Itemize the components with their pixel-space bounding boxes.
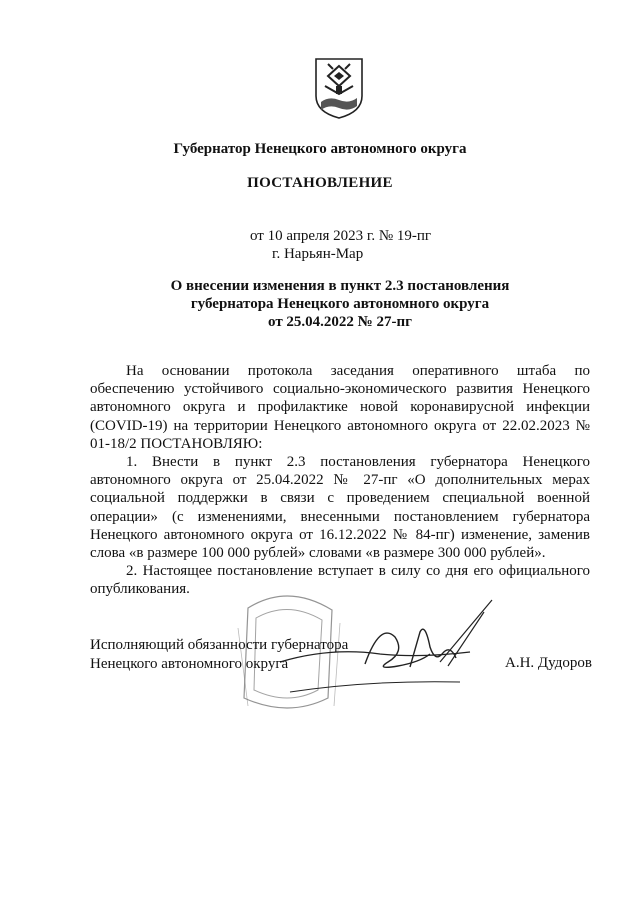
- preamble-paragraph: На основании протокола заседания оперативного штаба по обеспечению устойчивого социально-экономического развития Ненецкого автономного округа и профилактике новой коронавирусной инфекции (COVID-19) на территории Ненецкого автономного округа от 22.02.2023 № 01-18/2 ПОСТАНОВЛЯЮ:: [90, 363, 590, 452]
- document-date-number: от 10 апреля 2023 г. № 19-пг: [250, 228, 432, 244]
- document-subject: [90, 277, 590, 331]
- subject-line: О внесении изменения в пункт 2.3 постановления: [170, 278, 510, 294]
- signatory-name: А.Н. Дудоров: [505, 655, 592, 671]
- issuing-authority: Губернатор Ненецкого автономного округа: [173, 141, 467, 157]
- document-city: г. Нарьян-Мар: [272, 246, 364, 262]
- coat-of-arms-icon: [313, 56, 365, 120]
- signatory-title: [90, 636, 348, 674]
- signatory-title-line: Ненецкого автономного округа: [90, 656, 289, 672]
- subject-line: губернатора Ненецкого автономного округа: [190, 296, 490, 312]
- document-type: ПОСТАНОВЛЕНИЕ: [247, 175, 393, 191]
- clause-1: 1. Внести в пункт 2.3 постановления губернатора Ненецкого автономного округа от 25.04.2022 № 27-пг «О дополнительных мерах социальной поддержки в связи с проведением специальной военной операции» (с изменениями, внесенными постановлением губернатора Ненецкого автономного округа от 16.12.2022 № 84-пг) изменение, заменив слова «в размере 100 000 рублей» словами «в размере 300 000 рублей».: [90, 454, 590, 562]
- subject-line: от 25.04.2022 № 27-пг: [268, 314, 412, 330]
- document-body: [90, 362, 590, 599]
- signatory-title-line: Исполняющий обязанности губернатора: [90, 637, 349, 653]
- clause-2: 2. Настоящее постановление вступает в силу со дня его официального опубликования.: [90, 563, 590, 598]
